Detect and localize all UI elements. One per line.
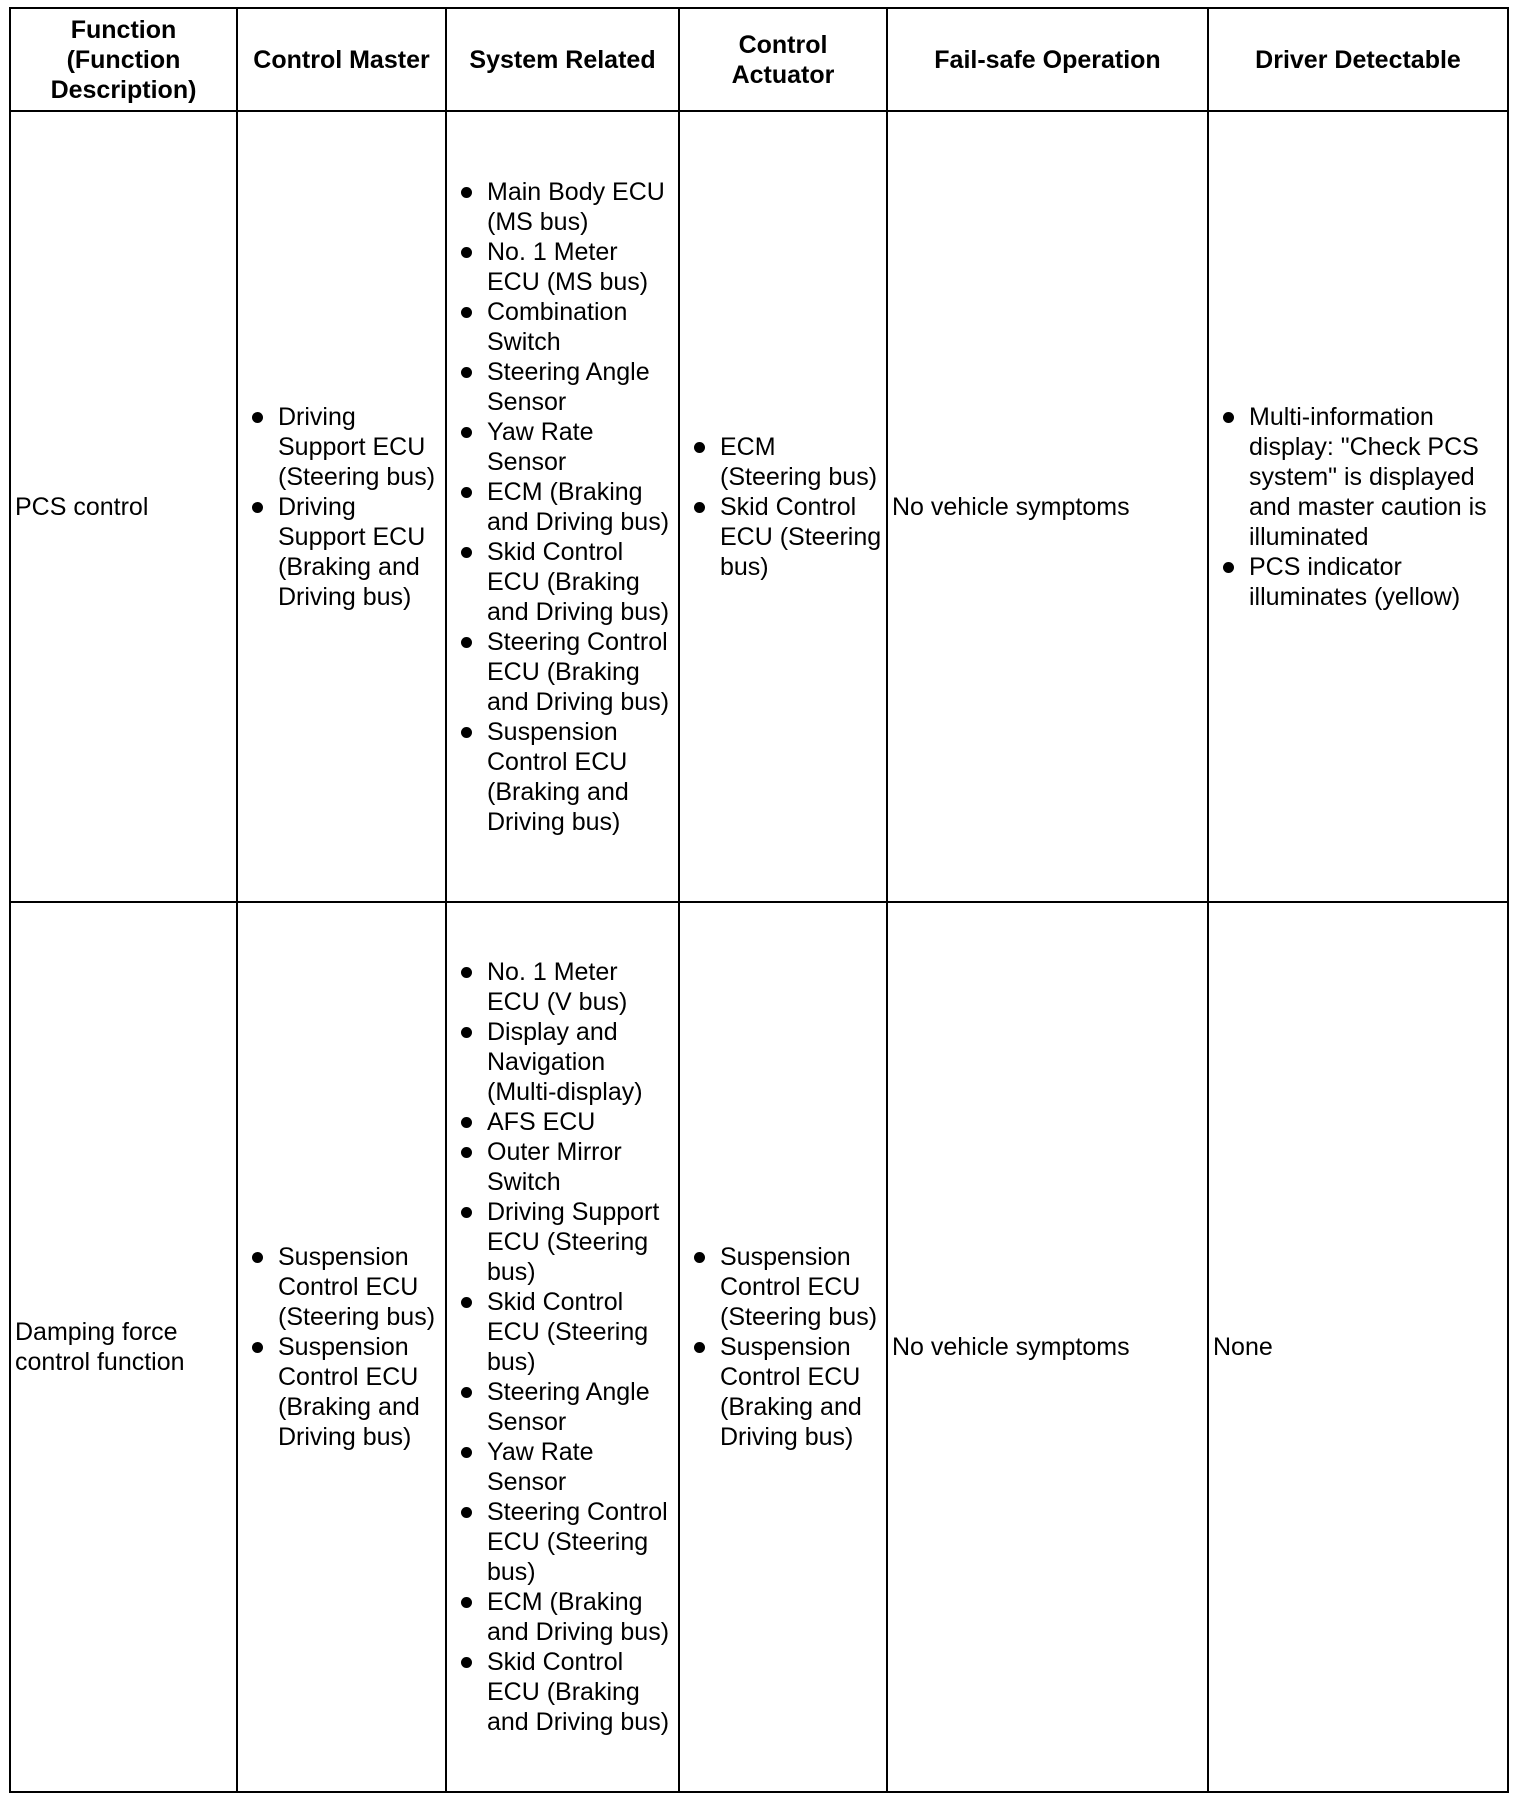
list-item: Driving Support ECU (Steering bus) (447, 1197, 674, 1287)
function-cell: Damping force control function (10, 902, 237, 1792)
header-driver-detectable: Driver Detectable (1208, 8, 1508, 111)
bullet-list (447, 957, 674, 1737)
bullet-list (447, 177, 674, 837)
list-item: No. 1 Meter ECU (MS bus) (447, 237, 674, 297)
control-master-cell (237, 111, 446, 902)
list-item: Skid Control ECU (Steering bus) (447, 1287, 674, 1377)
list-item: Display and Navigation (Multi-display) (447, 1017, 674, 1107)
fail-safe-cell: No vehicle symptoms (887, 111, 1208, 902)
header-system-related: System Related (446, 8, 679, 111)
fail-safe-cell: No vehicle symptoms (887, 902, 1208, 1792)
bullet-list (680, 1242, 882, 1452)
list-item: Main Body ECU (MS bus) (447, 177, 674, 237)
list-item: Steering Control ECU (Braking and Driving bus) (447, 627, 674, 717)
bullet-list (680, 432, 882, 582)
list-item: Skid Control ECU (Braking and Driving bus) (447, 537, 674, 627)
list-item: Steering Angle Sensor (447, 1377, 674, 1437)
header-control-actuator: Control Actuator (679, 8, 887, 111)
list-item: ECM (Braking and Driving bus) (447, 1587, 674, 1647)
list-item: Driving Support ECU (Steering bus) (238, 402, 441, 492)
list-item: Skid Control ECU (Steering bus) (680, 492, 882, 582)
list-item: Yaw Rate Sensor (447, 1437, 674, 1497)
header-row (10, 8, 1508, 111)
list-item: Skid Control ECU (Braking and Driving bus) (447, 1647, 674, 1737)
bullet-list (238, 1242, 441, 1452)
control-actuator-cell (679, 902, 887, 1792)
list-item: Multi-information display: "Check PCS system" is displayed and master caution is illuminated (1209, 402, 1503, 552)
system-related-cell (446, 902, 679, 1792)
function-cell: PCS control (10, 111, 237, 902)
driver-detectable-cell: None (1208, 902, 1508, 1792)
control-master-cell (237, 902, 446, 1792)
bullet-list (1209, 402, 1503, 612)
header-function: Function (Function Description) (10, 8, 237, 111)
list-item: ECM (Steering bus) (680, 432, 882, 492)
list-item: Combination Switch (447, 297, 674, 357)
table-row (10, 902, 1508, 1792)
driver-detectable-cell (1208, 111, 1508, 902)
list-item: AFS ECU (447, 1107, 674, 1137)
list-item: ECM (Braking and Driving bus) (447, 477, 674, 537)
list-item: Suspension Control ECU (Braking and Driving bus) (447, 717, 674, 837)
list-item: Steering Angle Sensor (447, 357, 674, 417)
list-item: Suspension Control ECU (Steering bus) (238, 1242, 441, 1332)
control-actuator-cell (679, 111, 887, 902)
header-fail-safe: Fail-safe Operation (887, 8, 1208, 111)
system-related-cell (446, 111, 679, 902)
list-item: Suspension Control ECU (Steering bus) (680, 1242, 882, 1332)
bullet-list (238, 402, 441, 612)
list-item: Suspension Control ECU (Braking and Driving bus) (238, 1332, 441, 1452)
header-control-master: Control Master (237, 8, 446, 111)
table-row (10, 111, 1508, 902)
list-item: Outer Mirror Switch (447, 1137, 674, 1197)
list-item: Suspension Control ECU (Braking and Driving bus) (680, 1332, 882, 1452)
function-table (9, 7, 1509, 1793)
list-item: No. 1 Meter ECU (V bus) (447, 957, 674, 1017)
list-item: Yaw Rate Sensor (447, 417, 674, 477)
list-item: Driving Support ECU (Braking and Driving bus) (238, 492, 441, 612)
list-item: Steering Control ECU (Steering bus) (447, 1497, 674, 1587)
list-item: PCS indicator illuminates (yellow) (1209, 552, 1503, 612)
